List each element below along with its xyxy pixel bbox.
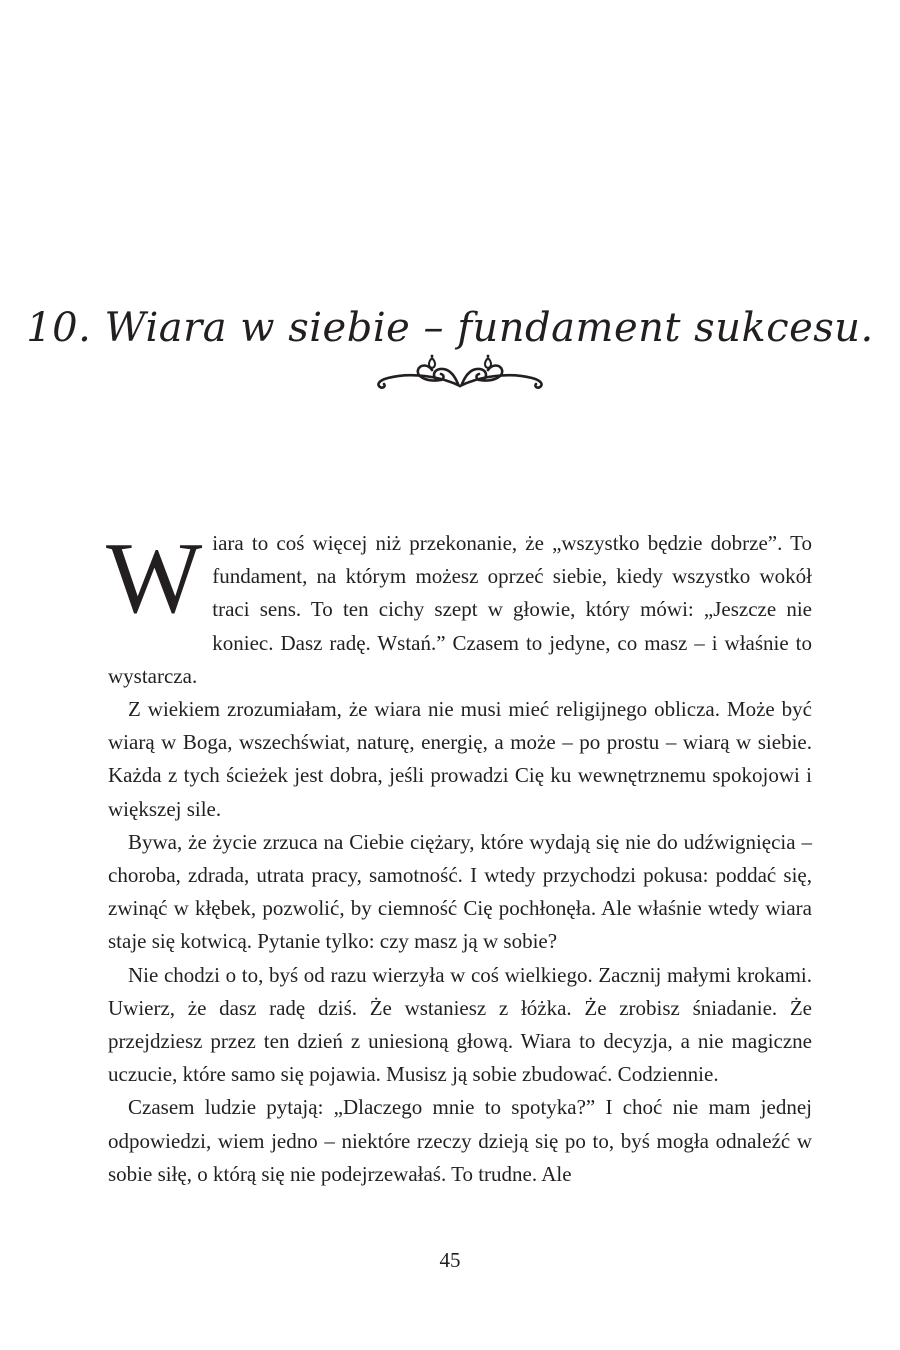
paragraph-text: iara to coś więcej niż przekonanie, że „wszystko będzie dobrze”. To fundament, na którym możesz oprzeć siebie, kiedy wszystko wokół traci sens. To ten cichy szept w głowie, który mówi: „Jeszcze nie koniec. Dasz radę. Wstań.” Czasem to jedyne, co masz – i właśnie to wystarcza.: [108, 531, 812, 688]
paragraph: Bywa, że życie zrzuca na Ciebie ciężary, które wydają się nie do udźwignięcia – choroba, zdrada, utrata pracy, samotność. I wtedy przychodzi pokusa: poddać się, zwinąć w kłębek, pozwolić, by ciemność Cię pochłonęła. Ale właśnie wtedy wiara staje się kotwicą. Pytanie tylko: czy masz ją w sobie?: [108, 829, 812, 954]
paragraph: [106, 522, 812, 693]
chapter-body: [106, 522, 812, 1191]
chapter-title: 10. Wiara w siebie – fundament sukcesu.: [26, 304, 874, 351]
paragraph: Czasem ludzie pytają: „Dlaczego mnie to spotyka?” I choć nie mam jednej odpowiedzi, wiem jedno – niektóre rzeczy dzieją się po to, byś mogła odnaleźć w sobie siłę, o którą się nie podejrzewałaś. To trudne. Ale: [108, 1095, 812, 1186]
flourish-divider-icon: [370, 352, 550, 392]
drop-cap: W: [106, 522, 203, 635]
paragraph: Nie chodzi o to, byś od razu wierzyła w coś wielkiego. Zacznij małymi krokami. Uwierz, że dasz radę dziś. Że wstaniesz z łóżka. Że zrobisz śniadanie. Że przejdziesz przez ten dzień z uniesioną głową. Wiara to decyzja, a nie magiczne uczucie, które samo się pojawia. Musisz ją sobie zbudować. Codziennie.: [108, 962, 812, 1087]
paragraph: Z wiekiem zrozumiałam, że wiara nie musi mieć religijnego oblicza. Może być wiarą w Boga, wszechświat, naturę, energię, a może – po prostu – wiarą w siebie. Każda z tych ścieżek jest dobra, jeśli prowadzi Cię ku wewnętrznemu spokojowi i większej sile.: [108, 697, 812, 821]
page-number: 45: [439, 1248, 461, 1272]
